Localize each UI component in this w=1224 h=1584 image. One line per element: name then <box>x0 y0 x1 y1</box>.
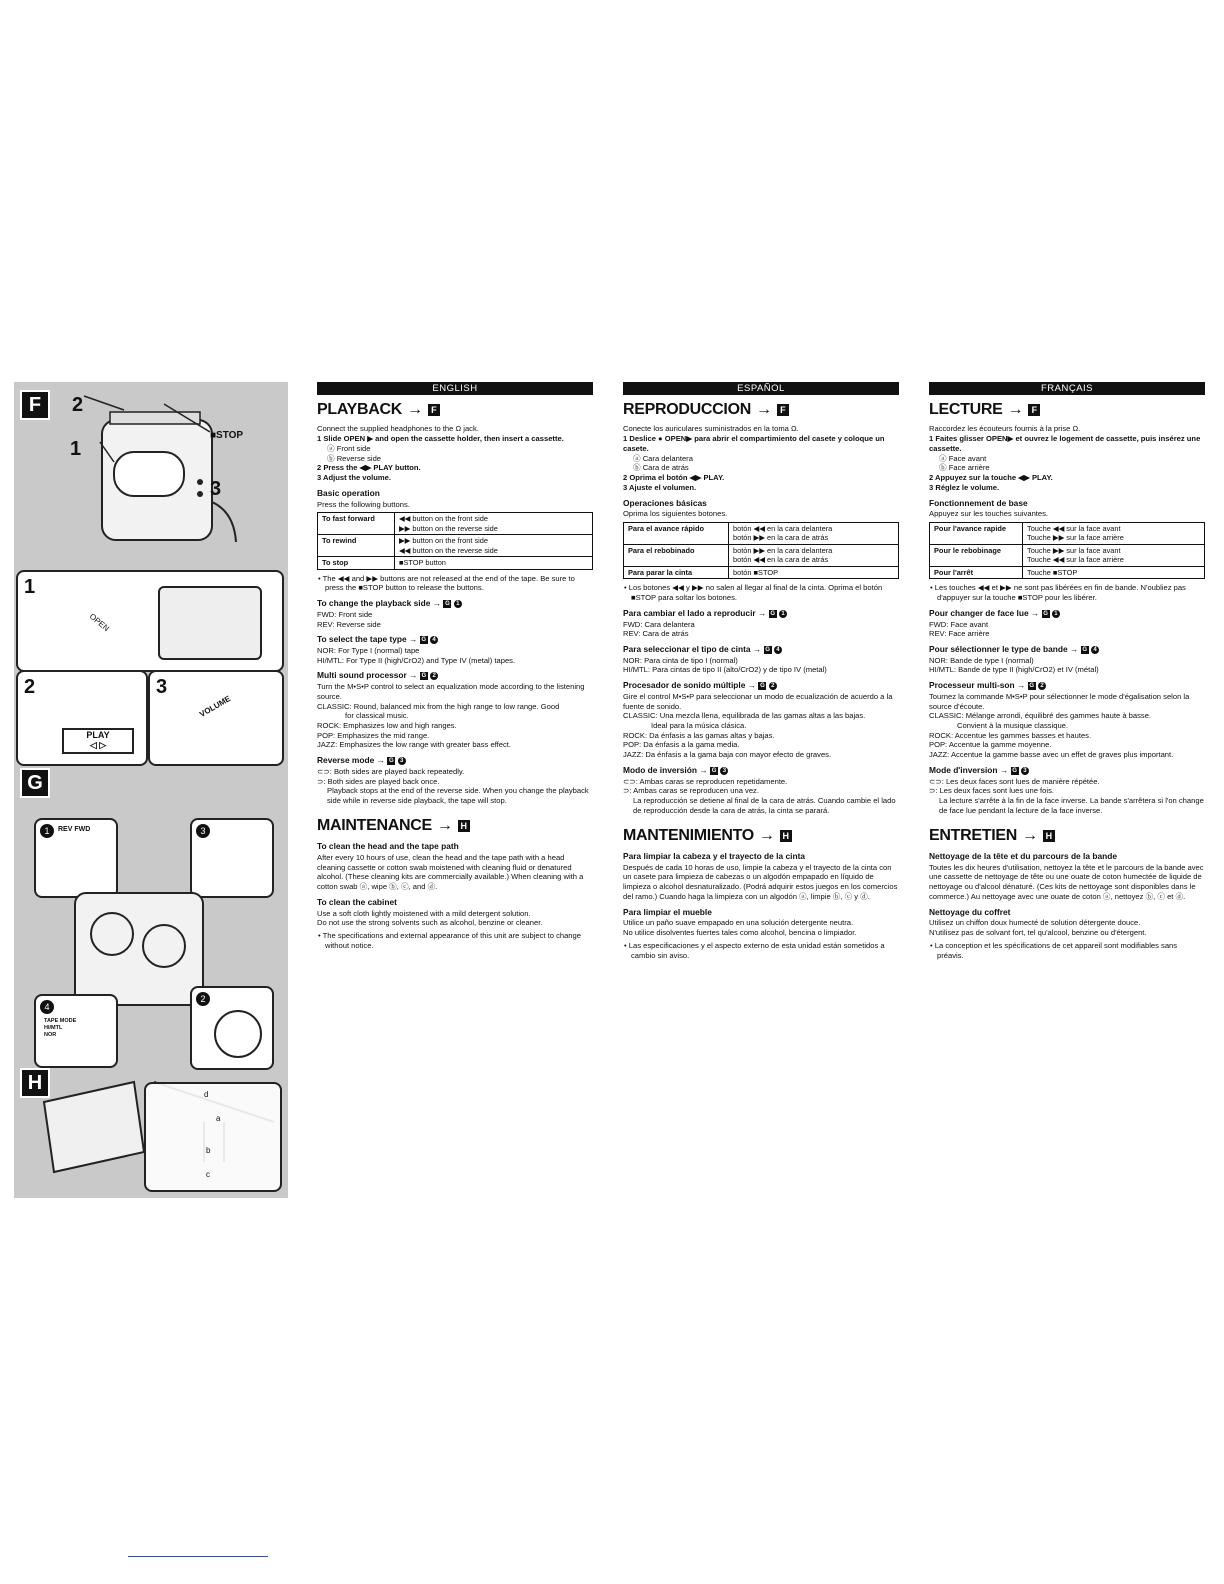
nor-text: NOR: Bande de type I (normal) <box>929 655 1034 665</box>
classic-text-2: Convient à la musique classique. <box>957 721 1069 731</box>
classic-text-2: Ideal para la música clásica. <box>651 721 747 731</box>
maintenance-heading: ENTRETIEN → H <box>929 826 1205 846</box>
reverse-3: Playback stops at the end of the reverse side. When you change the playback side while in reverse side playback, the tape will stop. <box>327 786 589 806</box>
heading-text: To select the tape type <box>317 634 407 645</box>
heading-text: PLAYBACK <box>317 401 403 418</box>
step-3: 3 Adjust the volume. <box>317 473 391 483</box>
table-key: Para parar la cinta <box>624 566 729 578</box>
msp-text: Turn the M•S•P control to select an equalization mode according to the listening source. <box>317 682 585 701</box>
value-line: Touche ▶▶ sur la face arrière <box>1027 533 1124 543</box>
cabinet-heading: Para limpiar el mueble <box>623 906 712 917</box>
table-value: Touche ■STOP <box>1023 566 1205 578</box>
rock-text: ROCK: Accentue les gammes basses et hautes. <box>929 730 1092 740</box>
heading-text: Pour changer de face lue <box>929 607 1029 618</box>
callout-2: 2 <box>72 394 84 416</box>
rock-text: ROCK: Da énfasis a las gamas altas y bajas. <box>623 730 775 740</box>
side-heading: Para cambiar el lado a reproducir → G 1 <box>623 608 899 619</box>
table-row <box>930 544 1205 566</box>
lang-bar-spanish: ESPAÑOL <box>623 382 899 395</box>
msp-heading: Procesador de sonido múltiple → G 2 <box>623 680 899 691</box>
heading-text: Mode d'inversion <box>929 764 998 775</box>
h-letter-c: c <box>206 1170 210 1179</box>
msp-heading: Processeur multi-son → G 2 <box>929 680 1205 691</box>
step-2: 2 Oprima el botón ◀▶ PLAY. <box>623 473 725 483</box>
heading-text: ENTRETIEN <box>929 826 1017 844</box>
panel-g-tape-mode <box>34 994 118 1068</box>
heading-text: Multi sound processor <box>317 670 407 681</box>
table-key: Para el avance rápido <box>624 522 729 544</box>
heading-text: Reverse mode <box>317 755 375 766</box>
basic-intro: Oprima los siguientes botones. <box>623 509 728 519</box>
panel-g-reverse-mode <box>190 818 274 898</box>
reverse-1: ⊂⊃: Les deux faces sont lues de manière répétée. <box>929 776 1100 786</box>
fwd-text: FWD: Cara delantera <box>623 619 695 629</box>
table-key: To stop <box>318 557 395 569</box>
heading-text: MAINTENANCE <box>317 816 432 834</box>
step-3: 3 Ajuste el volumen. <box>623 482 697 492</box>
step-3: 3 Réglez le volume. <box>929 482 1000 492</box>
player-front-illustration <box>74 892 204 1006</box>
table-row <box>318 535 593 557</box>
reverse-heading: Reverse mode → G 3 <box>317 755 593 766</box>
table-key: To rewind <box>318 535 395 557</box>
g-circle-1: 1 <box>40 824 54 838</box>
value-line: botón ◀◀ en la cara de atrás <box>733 555 829 565</box>
table-value <box>395 535 593 557</box>
basic-operation-heading: Fonctionnement de base <box>929 497 1028 508</box>
basic-operation-heading: Basic operation <box>317 487 380 498</box>
intro-text: Conecte los auriculares suministrados en la toma Ω. <box>623 424 799 434</box>
panel-2-label: 2 <box>24 676 36 698</box>
lang-bar-english: ENGLISH <box>317 382 593 395</box>
lang-bar-french: FRANÇAIS <box>929 382 1205 395</box>
table-row <box>624 522 899 544</box>
fwd-text: FWD: Face avant <box>929 619 989 629</box>
reverse-2: ⊃: Both sides are played back once. <box>317 776 440 786</box>
step-1: 1 Slide OPEN ▶ and open the cassette holder, then insert a cassette. <box>317 434 564 444</box>
himtl-text: HI/MTL: Bande de type II (high/CrO2) et IV (métal) <box>929 665 1099 675</box>
clean-head-text: After every 10 hours of use, clean the head and the tape path with a head cleaning cassette or cotton swab moistened with cleaning fluid or denatured alcohol. (These cleaning kits are commercially available.) When cleaning with a cotton swab ⓐ, wipe ⓑ, ⓒ, and ⓓ. <box>317 853 584 892</box>
side-b: ⓑ Cara de atrás <box>633 463 689 473</box>
panel-step-2 <box>16 670 148 766</box>
basic-intro: Appuyez sur les touches suivantes. <box>929 509 1049 519</box>
rev-text: REV: Face arrière <box>929 629 990 639</box>
value-line: ◀◀ button on the reverse side <box>399 545 498 555</box>
value-line: botón ◀◀ en la cara delantera <box>733 523 833 533</box>
operations-table <box>623 522 899 579</box>
side-a: ⓐ Front side <box>327 443 371 453</box>
msp-text: Gire el control M•S•P para seleccionar un modo de ecualización de acuerdo a la fuente de sonido. <box>623 691 893 711</box>
panel-g-msp <box>190 986 274 1070</box>
nor-text: NOR: Para cinta de tipo I (normal) <box>623 655 738 665</box>
table-key: Pour l'avance rapide <box>930 522 1023 544</box>
clean-head-heading: Nettoyage de la tête et du parcours de la bande <box>929 851 1118 861</box>
spanish-column <box>623 382 899 960</box>
pop-text: POP: Accentue la gamme moyenne. <box>929 740 1052 750</box>
illustration-strip <box>14 382 288 1198</box>
note-buttons: • Les touches ◀◀ et ▶▶ ne sont pas libérées en fin de bande. N'oubliez pas d'appuyer sur la touche ■STOP pour les libérer. <box>930 583 1186 603</box>
cassette-insert-illustration <box>158 586 262 660</box>
cabinet-text-2: No utilice disolventes fuertes tales como alcohol, bencina o limpiador. <box>623 928 857 938</box>
step-1: 1 Deslice ● OPEN▶ para abrir el compartimiento del casete y coloque un casete. <box>623 434 885 453</box>
heading-text: MANTENIMIENTO <box>623 826 754 844</box>
side-b: ⓑ Face arrière <box>939 463 990 473</box>
clean-head-heading: To clean the head and the tape path <box>317 841 459 852</box>
table-key: Para el rebobinado <box>624 544 729 566</box>
open-label: OPEN <box>87 611 111 634</box>
cabinet-text-1: Utilice un paño suave empapado en una solución detergente neutra. <box>623 918 854 928</box>
section-h-badge: H <box>20 1068 50 1098</box>
himtl-text: HI/MTL: Para cintas de tipo II (alto/CrO2) y de tipo IV (metal) <box>623 665 827 675</box>
basic-operation-heading: Operaciones básicas <box>623 497 707 508</box>
side-heading: To change the playback side → G 1 <box>317 598 593 609</box>
cabinet-text-2: N'utilisez pas de solvant fort, tel qu'alcool, benzine ou d'étergent. <box>929 928 1147 938</box>
french-column <box>929 382 1205 960</box>
footer-line <box>128 1556 268 1557</box>
callout-3: 3 <box>210 478 222 500</box>
reverse-2: ⊃: Ambas caras se reproducen una vez. <box>623 786 759 796</box>
table-row <box>624 544 899 566</box>
classic-text-2: for classical music. <box>345 711 409 721</box>
value-line: Touche ◀◀ sur la face arrière <box>1027 555 1124 565</box>
table-value: botón ■STOP <box>729 566 899 578</box>
tape-heading: Para seleccionar el tipo de cinta → G 4 <box>623 644 899 655</box>
table-value <box>729 544 899 566</box>
h-letter-a: a <box>216 1114 221 1123</box>
fwd-text: FWD: Front side <box>317 609 373 619</box>
table-value <box>729 522 899 544</box>
reverse-heading: Mode d'inversion → G 3 <box>929 765 1205 776</box>
g-circle-3: 3 <box>196 824 210 838</box>
table-row <box>624 566 899 578</box>
value-line: ◀◀ button on the front side <box>399 514 489 524</box>
step-2: 2 Press the ◀▶ PLAY button. <box>317 463 421 473</box>
english-column <box>317 382 593 951</box>
clean-head-heading: Para limpiar la cabeza y el trayecto de la cinta <box>623 851 806 861</box>
reverse-heading: Modo de inversión → G 3 <box>623 765 899 776</box>
panel-step-1 <box>16 570 284 672</box>
h-letter-b: b <box>206 1146 211 1155</box>
table-value <box>1023 522 1205 544</box>
jazz-text: JAZZ: Accentue la gamme basse avec un effet de graves plus important. <box>929 750 1174 760</box>
table-row <box>318 557 593 569</box>
side-b: ⓑ Reverse side <box>327 453 382 463</box>
panel-g-rev-fwd <box>34 818 118 898</box>
table-key: Pour le rebobinage <box>930 544 1023 566</box>
heading-text: Processeur multi-son <box>929 680 1015 691</box>
value-line: ▶▶ button on the front side <box>399 536 489 546</box>
msp-text: Tournez la commande M•S•P pour sélectionner le mode d'égalisation selon la source d'écoute. <box>929 691 1190 711</box>
tape-heading: To select the tape type → G 4 <box>317 634 593 645</box>
himtl-text: HI/MTL: For Type II (high/CrO2) and Type IV (metal) tapes. <box>317 655 516 665</box>
play-label: PLAY <box>86 730 110 740</box>
value-line: Touche ◀◀ sur la face avant <box>1027 523 1121 533</box>
note-specs: • Las especificaciones y el aspecto externo de esta unidad están sometidos a cambio sin aviso. <box>624 940 885 960</box>
table-row <box>318 513 593 535</box>
cabinet-text-1: Use a soft cloth lightly moistened with a mild detergent solution. <box>317 908 531 918</box>
section-g-badge: G <box>20 768 50 798</box>
note-buttons: • Los botones ◀◀ y ▶▶ no salen al llegar al final de la cinta. Oprima el botón ■STOP para soltar los botones. <box>624 583 883 603</box>
table-value <box>395 513 593 535</box>
operations-table <box>929 522 1205 579</box>
table-row <box>930 522 1205 544</box>
side-a: ⓐ Face avant <box>939 453 987 463</box>
tape-heading: Pour sélectionner le type de bande → G 4 <box>929 644 1205 655</box>
pop-text: POP: Emphasizes the mid range. <box>317 730 430 740</box>
playback-heading: PLAYBACK → F <box>317 400 593 420</box>
heading-text: Para seleccionar el tipo de cinta <box>623 643 751 654</box>
panel-h-detail <box>144 1082 282 1192</box>
panel-step-3 <box>148 670 284 766</box>
side-heading: Pour changer de face lue → G 1 <box>929 608 1205 619</box>
reverse-1: ⊂⊃: Both sides are played back repeatedly. <box>317 766 465 776</box>
nor-text: NOR: For Type I (normal) tape <box>317 645 420 655</box>
heading-text: Procesador de sonido múltiple <box>623 680 746 691</box>
nor-label: NOR <box>44 1032 57 1038</box>
volume-label: VOLUME <box>198 694 233 719</box>
value-line: botón ▶▶ en la cara delantera <box>733 545 833 555</box>
table-value <box>1023 544 1205 566</box>
jazz-text: JAZZ: Emphasizes the low range with greater bass effect. <box>317 740 512 750</box>
step-2: 2 Appuyez sur la touche ◀▶ PLAY. <box>929 473 1053 483</box>
operations-table <box>317 512 593 569</box>
panel-3-label: 3 <box>156 676 168 698</box>
classic-text: CLASSIC: Una mezcla llena, equilibrada de las gamas altas a las bajas. <box>623 711 866 721</box>
maintenance-heading: MAINTENANCE → H <box>317 816 593 836</box>
classic-text: CLASSIC: Round, balanced mix from the high range to low range. Good <box>317 701 560 711</box>
stop-label: ■STOP <box>210 430 244 441</box>
tape-mode-labels <box>44 1018 76 1039</box>
reverse-3: La lecture s'arrête à la fin de la face inverse. La bande s'arrêtera si l'on change de face lue pendant la lecture de la face inverse. <box>939 796 1204 815</box>
pop-text: POP: Da énfasis a la gama media. <box>623 740 740 750</box>
clean-head-text: Después de cada 10 horas de uso, limpie la cabeza y el trayecto de la cinta con un casete para limpieza de cabezas o un algodón empapado en líquido de limpieza o alcohol desnaturalizado. (Podrá adquirir estos juegos en los comercios del ramo.) Cuando haga la limpieza con un algodón ⓐ, limpie ⓑ, ⓒ y ⓓ. <box>623 862 898 901</box>
cabinet-heading: To clean the cabinet <box>317 896 397 907</box>
jazz-text: JAZZ: Da énfasis a la gama baja con mayor efecto de graves. <box>623 750 832 760</box>
maintenance-heading: MANTENIMIENTO → H <box>623 826 899 846</box>
rock-text: ROCK: Emphasizes low and high ranges. <box>317 721 457 731</box>
table-key: To fast forward <box>318 513 395 535</box>
tape-mode-label: TAPE MODE <box>44 1018 77 1024</box>
intro-text: Connect the supplied headphones to the Ω jack. <box>317 424 479 434</box>
table-value: ■STOP button <box>395 557 593 569</box>
heading-text: Para cambiar el lado a reproducir <box>623 607 756 618</box>
line-art <box>14 382 288 1198</box>
step-1: 1 Faites glisser OPEN▶ et ouvrez le logement de cassette, puis insérez une cassette. <box>929 434 1201 453</box>
panel-1-label: 1 <box>24 576 36 598</box>
value-line: Touche ▶▶ sur la face avant <box>1027 545 1121 555</box>
msp-heading: Multi sound processor → G 2 <box>317 670 593 681</box>
play-button-illustration: PLAY ◁ ▷ <box>62 728 134 754</box>
playback-heading: LECTURE → F <box>929 400 1205 420</box>
callout-1: 1 <box>70 438 82 460</box>
rev-text: REV: Cara de atrás <box>623 629 689 639</box>
table-key: Pour l'arrêt <box>930 566 1023 578</box>
note-buttons: • The ◀◀ and ▶▶ buttons are not released at the end of the tape. Be sure to press the ■STOP button to release the buttons. <box>318 573 575 593</box>
g-circle-2: 2 <box>196 992 210 1006</box>
g-circle-4: 4 <box>40 1000 54 1014</box>
hi-mtl-label: HI/MTL <box>44 1025 63 1031</box>
section-f-badge: F <box>20 390 50 420</box>
value-line: ▶▶ button on the reverse side <box>399 523 498 533</box>
rev-text: REV: Reverse side <box>317 619 381 629</box>
playback-heading: REPRODUCCION → F <box>623 400 899 420</box>
classic-text: CLASSIC: Mélange arrondi, équilibré des gammes haute à basse. <box>929 711 1152 721</box>
heading-text: Pour sélectionner le type de bande <box>929 643 1068 654</box>
intro-text: Raccordez les écouteurs fournis à la prise Ω. <box>929 424 1081 434</box>
heading-text: To change the playback side <box>317 598 431 609</box>
reverse-2: ⊃: Les deux faces sont lues une fois. <box>929 786 1054 796</box>
clean-head-text: Toutes les dix heures d'utilisation, nettoyez la tête et le parcours de la bande avec une cassette de nettoyage de tête ou une ouate de coton humectée de liquide de nettoyage ou d'alcool dénaturé. (Ces kits de nettoyage sont disponibles dans le commerce.) Au nettoyage avec une ouate de coton ⓐ, nettoyez ⓑ, ⓒ et ⓓ. <box>929 862 1204 901</box>
heading-text: LECTURE <box>929 401 1003 418</box>
cabinet-text-1: Utilisez un chiffon doux humecté de solution détergente douce. <box>929 918 1141 928</box>
basic-intro: Press the following buttons. <box>317 499 410 509</box>
reverse-3: La reproducción se detiene al final de la cara de atrás. Cuando cambie el lado de reproducción desde la cara de atrás, la cinta se parará. <box>633 796 896 815</box>
cabinet-text-2: Do not use the strong solvents such as alcohol, benzine or cleaner. <box>317 918 543 928</box>
heading-text: REPRODUCCION <box>623 401 751 418</box>
side-a: ⓐ Cara delantera <box>633 453 693 463</box>
note-specs: • The specifications and external appearance of this unit are subject to change without notice. <box>318 931 581 950</box>
cabinet-heading: Nettoyage du coffret <box>929 906 1011 917</box>
reverse-1: ⊂⊃: Ambas caras se reproducen repetidamente. <box>623 776 788 786</box>
table-row <box>930 566 1205 578</box>
value-line: botón ▶▶ en la cara de atrás <box>733 533 829 543</box>
cassette-player-illustration <box>84 396 236 542</box>
h-letter-d: d <box>204 1090 209 1099</box>
heading-text: Modo de inversión <box>623 764 697 775</box>
rev-fwd-label: REV FWD <box>58 826 91 833</box>
note-specs: • La conception et les spécifications de cet appareil sont modifiables sans préavis. <box>930 940 1178 960</box>
